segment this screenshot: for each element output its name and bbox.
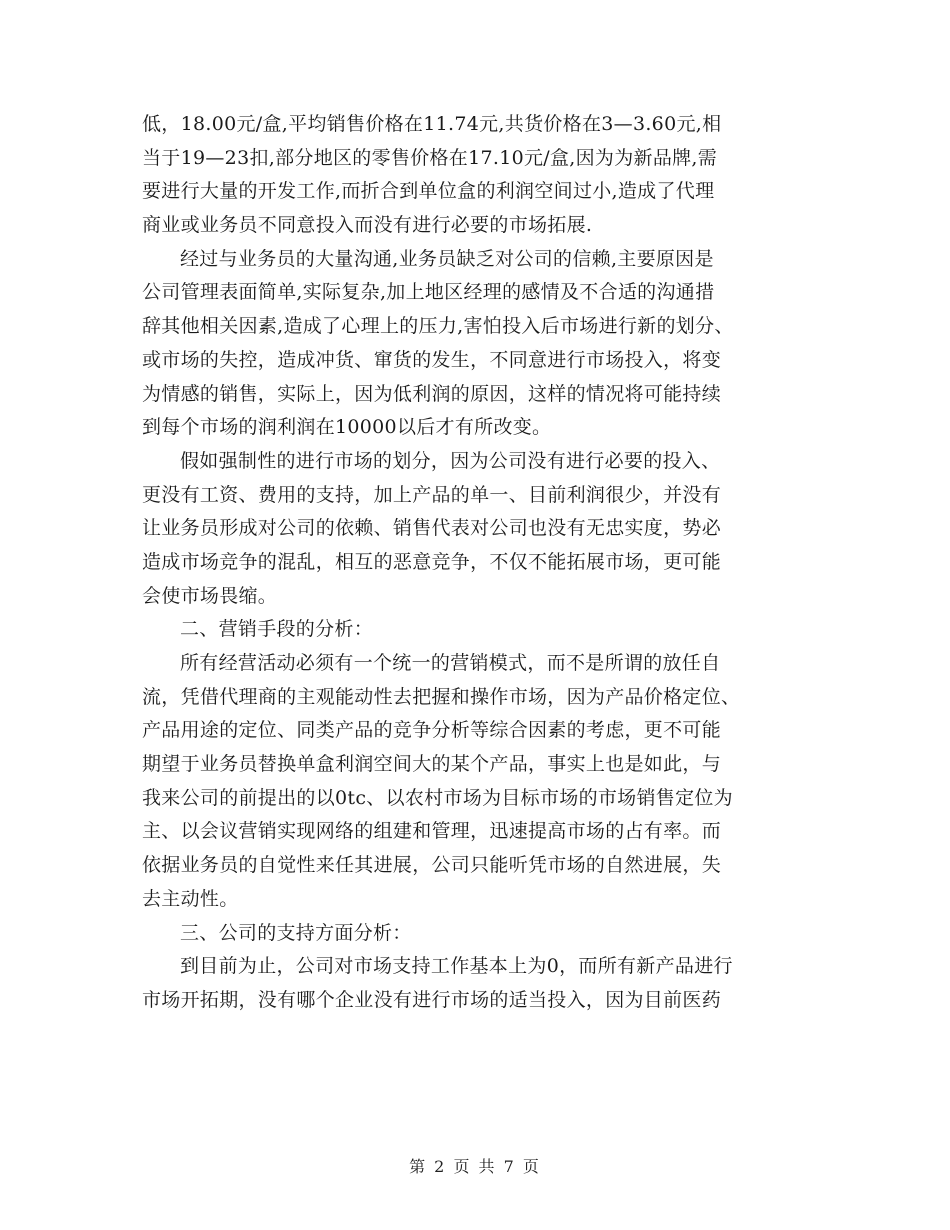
text-line: 主、以会议营销实现网络的组建和管理，迅速提高市场的占有率。而: [142, 820, 722, 843]
text-line: 为情感的销售，实际上，因为低利润的原因，这样的情况将可能持续: [142, 382, 722, 405]
text-line: 要进行大量的开发工作,而折合到单位盒的利润空间过小,造成了代理: [142, 180, 715, 203]
text-line: 依据业务员的自觉性来任其进展，公司只能听凭市场的自然进展，失: [142, 854, 722, 877]
text-line: 期望于业务员替换单盒利润空间大的某个产品，事实上也是如此，与: [142, 753, 722, 776]
body-text: [142, 108, 810, 1018]
text-line: 当于19—23扣,部分地区的零售价格在17.10元/盒,因为为新品牌,需: [142, 146, 718, 169]
paragraph-start-line: 所有经营活动必须有一个统一的营销模式，而不是所谓的放任自: [180, 652, 721, 674]
paragraph-start-line: 到目前为止，公司对市场支持工作基本上为0，而所有新产品进行: [180, 955, 733, 978]
section-heading: 三、公司的支持方面分析：: [180, 921, 412, 944]
paragraph-start-line: 经过与业务员的大量沟通,业务员缺乏对公司的信赖,主要原因是: [180, 247, 714, 270]
section-heading: 二、营销手段的分析：: [180, 618, 374, 641]
text-line: 低，18.00元/盒,平均销售价格在11.74元,共货价格在3—3.60元,相: [142, 113, 722, 135]
text-line: 辞其他相关因素,造成了心理上的压力,害怕投入后市场进行新的划分、: [142, 315, 734, 338]
paragraph-start-line: 假如强制性的进行市场的划分，因为公司没有进行必要的投入、: [180, 449, 721, 472]
text-line: 到每个市场的润利润在10000以后才有所改变。: [142, 416, 552, 439]
text-line: 产品用途的定位、同类产品的竞争分析等综合因素的考虑，更不可能: [142, 719, 722, 742]
text-line: 市场开拓期，没有哪个企业没有进行市场的适当投入，因为目前医药: [142, 988, 722, 1011]
text-line: 让业务员形成对公司的依赖、销售代表对公司也没有无忠实度，势必: [142, 517, 722, 540]
text-line: 流，凭借代理商的主观能动性去把握和操作市场，因为产品价格定位、: [142, 685, 741, 708]
text-line: 或市场的失控，造成冲货、窜货的发生，不同意进行市场投入，将变: [142, 348, 722, 371]
text-line: 去主动性。: [142, 887, 239, 910]
text-line: 公司管理表面简单,实际复杂,加上地区经理的感情及不合适的沟通措: [142, 281, 715, 304]
text-line: 商业或业务员不同意投入而没有进行必要的市场拓展.: [142, 214, 593, 237]
page-number-footer: 第 2 页 共 7 页: [409, 1157, 541, 1176]
text-line: 我来公司的前提出的以0tc、以农村市场为目标市场的市场销售定位为: [142, 786, 733, 809]
text-line: 更没有工资、费用的支持，加上产品的单一、目前利润很少，并没有: [142, 483, 722, 506]
text-line: 造成市场竞争的混乱，相互的恶意竞争，不仅不能拓展市场，更可能: [142, 550, 722, 573]
text-line: 会使市场畏缩。: [142, 584, 278, 607]
